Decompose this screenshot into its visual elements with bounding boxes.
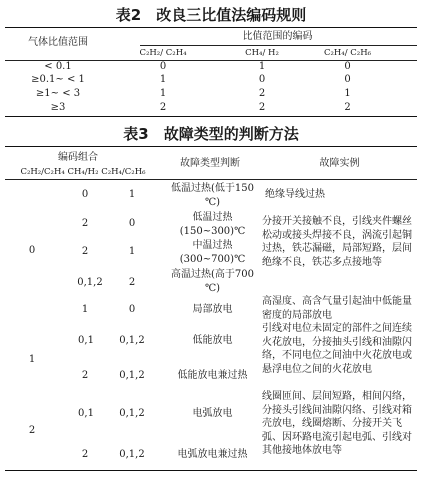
table2-code-ch4-h2: 1 — [258, 61, 266, 72]
table3-header-type: 故障类型判断 — [180, 158, 240, 169]
table3-code-ch4-h2: 2 — [81, 246, 89, 257]
table2-code-c2h4-c2h6: 2 — [344, 102, 351, 113]
table3-code-ch4-h2: 0,1 — [78, 335, 94, 346]
table3-header-ratios: C₂H₂/C₂H₄ CH₄/H₂ C₂H₄/C₂H₆ — [20, 167, 146, 177]
table3-title: 表3 故障类型的判断方法 — [123, 125, 299, 143]
table2-range: ≥1~ < 3 — [35, 88, 81, 99]
table2-code-ch4-h2: 0 — [258, 74, 266, 85]
table2-range: ≥0.1~ < 1 — [31, 74, 85, 85]
table3-fault-type: 低温过热(150~300)℃ — [179, 212, 246, 237]
table2-header-code: 比值范围的编码 — [242, 31, 313, 42]
table3-code-ch4-h2: 0 — [81, 189, 89, 200]
table3-fault-type: 低能放电兼过热 — [177, 370, 248, 381]
table3-code-c2h4-c2h6: 0,1,2 — [119, 408, 145, 419]
table3-fault-type: 局部放电 — [192, 304, 233, 315]
table2-top-rule — [5, 27, 417, 28]
table3-group-first-code: 1 — [28, 354, 36, 365]
table3-fault-type: 低温过热(低于150 ℃) — [171, 183, 254, 208]
table3-top-rule — [5, 146, 417, 147]
table3-fault-type: 电弧放电 — [192, 408, 233, 419]
table2-col3-header: C₂H₄/ C₂H₆ — [323, 48, 372, 58]
table3-code-c2h4-c2h6: 0,1,2 — [119, 449, 145, 460]
table2-col2-header: CH₄/ H₂ — [245, 48, 279, 58]
table3-fault-type: 中温过热(300~700)℃ — [179, 240, 246, 265]
table3-header-combo: 编码组合 — [58, 152, 98, 163]
table2-col1-header: C₂H₂/ C₂H₄ — [139, 48, 187, 58]
table3-code-ch4-h2: 2 — [81, 218, 89, 229]
table3-code-ch4-h2: 0,1 — [78, 408, 94, 419]
table2-code-c2h4-c2h6: 0 — [344, 61, 351, 72]
table3-header-rule — [5, 179, 417, 180]
table2-bottom-rule — [5, 116, 417, 117]
table3-example: 分接开关接触不良，引线夹件螺丝松动或接头焊接不良，涡流引起铜过热，铁芯漏磁，局部短路，层间绝缘不良，铁芯多点接地等 — [262, 216, 412, 268]
table2-code-ch4-h2: 2 — [258, 102, 266, 113]
table3-fault-type: 低能放电 — [192, 335, 233, 346]
table2-code-c2h2-c2h4: 2 — [159, 102, 167, 113]
table2-code-c2h2-c2h4: 1 — [159, 74, 167, 85]
table3-fault-type: 电弧放电兼过热 — [177, 449, 248, 460]
table3-code-c2h4-c2h6: 0,1,2 — [119, 370, 145, 381]
table3-code-c2h4-c2h6: 1 — [128, 189, 136, 200]
table2-header-range: 气体比值范围 — [28, 37, 88, 48]
table3-code-ch4-h2: 1 — [81, 304, 89, 315]
table3-code-c2h4-c2h6: 0 — [128, 218, 136, 229]
table3-example: 高湿度、高含气量引起油中低能量密度的局部放电 — [262, 296, 412, 321]
table3-example: 绝缘导线过热 — [265, 189, 325, 200]
table2-code-ch4-h2: 2 — [258, 88, 266, 99]
table2-code-c2h4-c2h6: 1 — [344, 88, 351, 99]
table3-group-first-code: 0 — [28, 245, 36, 256]
table3-code-c2h4-c2h6: 0,1,2 — [119, 335, 145, 346]
table3-bottom-rule — [5, 470, 417, 471]
table2-title: 表2 改良三比值法编码规则 — [115, 6, 307, 24]
table3-code-c2h4-c2h6: 0 — [128, 304, 136, 315]
table3-header-example: 故障实例 — [319, 158, 360, 169]
table2-code-c2h4-c2h6: 0 — [344, 74, 351, 85]
table3-fault-type: 高温过热(高于700 ℃) — [171, 269, 254, 294]
table3-code-ch4-h2: 2 — [81, 370, 89, 381]
table2-code-c2h2-c2h4: 0 — [159, 61, 167, 72]
table3-example: 引线对电位未固定的部件之间连续火花放电，分接抽头引线和油隙闪络，不同电位之间油中火花放电或悬浮电位之间的火花放电 — [262, 323, 412, 375]
table3-code-c2h4-c2h6: 2 — [128, 277, 136, 288]
table3-code-ch4-h2: 0,1,2 — [77, 277, 103, 288]
table3-code-ch4-h2: 2 — [81, 449, 89, 460]
table2-code-rule — [140, 45, 417, 46]
table3-example: 线圈匝间、层间短路，相间闪络，分接头引线间油隙闪络、引线对箱壳放电，线圈熔断、分接开关飞弧、因环路电流引起电弧、引线对其他接地体放电等 — [262, 391, 412, 457]
table2-range: ≥3 — [50, 102, 66, 113]
table3-group-first-code: 2 — [28, 425, 36, 436]
table2-range: < 0.1 — [44, 61, 72, 72]
table2-code-c2h2-c2h4: 1 — [159, 88, 167, 99]
table3-code-c2h4-c2h6: 1 — [128, 246, 136, 257]
